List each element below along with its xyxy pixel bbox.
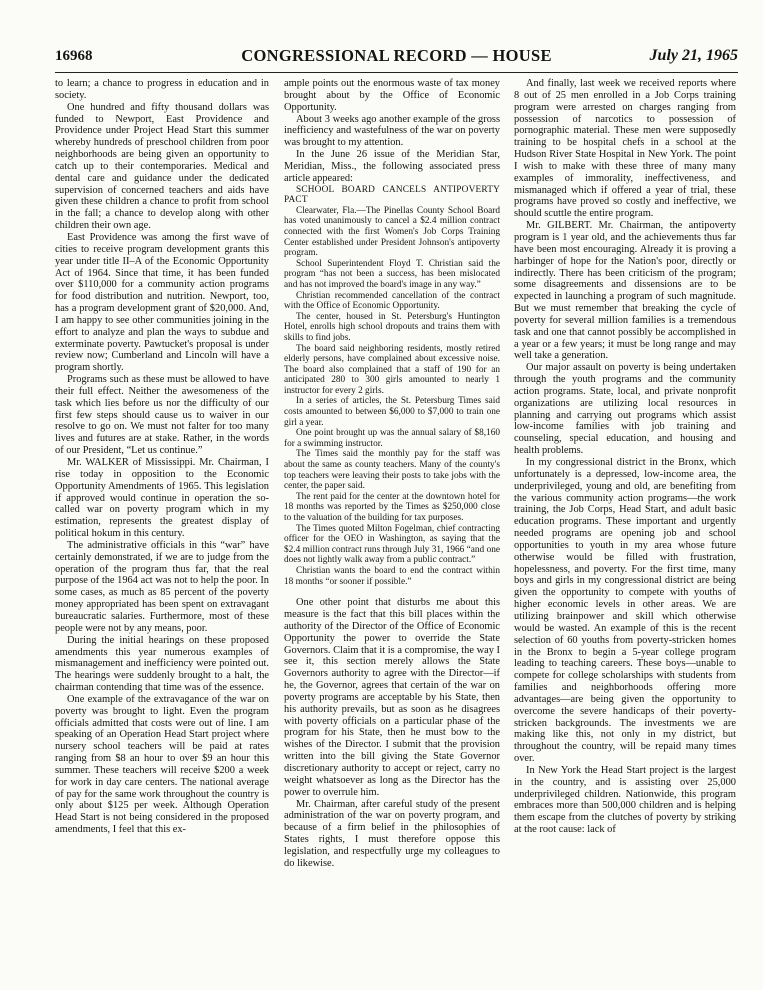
paragraph: Mr. Chairman, after careful study of the present administration of the war on poverty program, and because of a firm belief in the philosophies of States rights, I must therefore oppose this legislation, and respectfully urge my colleagues to do likewise. bbox=[284, 798, 500, 869]
paragraph: One hundred and fifty thousand dollars was funded to Newport, East Providence and Providence under Project Head Start this summer whereby hundreds of preschool children from poor neighborhoods are being given an opportunity to catch up to their contemporaries. Medical and dental care and guidance under the dedicated supervision of concerned teachers and aids have given these children a chance to profit from school in the fall; a chance to develop along with other children their own age. bbox=[55, 101, 269, 232]
paragraph: One example of the extravagance of the war on poverty was brought to light. Even the program officials admitted that costs were out of line. I am speaking of an Operation Head Start project where nursery school teachers will be paid at rates ranging from $8 an hour to over $9 an hour this summer. These teachers will receive $200 a week for work in day care centers. The national average of pay for the same work throughout the country is only about $125 per week. Although Operation Head Start is not being considered in the proposed amendments, I feel that this ex- bbox=[55, 693, 269, 836]
paragraph: In a series of articles, the St. Petersburg Times said costs amounted to between $6,000 to $7,000 to train one girl a year. bbox=[284, 396, 500, 428]
paragraph: The administrative officials in this “war” have certainly demonstrated, if we are to judge from the operation of the program thus far, that the real purpose of the 1964 act was not to help the poor. In some cases, as much as 85 percent of the poverty money appropriated has been spent on extravagant bureaucratic salaries. Furthermore, most of these people were not by any means, poor. bbox=[55, 539, 269, 634]
column-middle bbox=[284, 78, 500, 978]
header-rule bbox=[55, 72, 738, 73]
paragraph: Clearwater, Fla.—The Pinellas County School Board has voted unanimously to cancel a $2.4 million contract connected with the first Women's Job Corps Training Center established under President Johnson's antipoverty program. bbox=[284, 205, 500, 259]
paragraph: School Superintendent Floyd T. Christian said the program “has not been a success, has been mislocated and has not improved the board's image in any way.” bbox=[284, 258, 500, 290]
paragraph: SCHOOL BOARD CANCELS ANTIPOVERTY PACT bbox=[284, 184, 500, 206]
paragraph: The board said neighboring residents, mostly retired elderly persons, have complained about excessive noise. The board also complained that a staff of 190 for an anticipated 280 to 300 girls amounted to nearly 1 instructor for every 2 girls. bbox=[284, 343, 500, 396]
page-number: 16968 bbox=[55, 48, 93, 64]
paragraph: One other point that disturbs me about this measure is the fact that this bill places within the authority of the Director of the Office of Economic Opportunity the power to override the State Governors. Claim that it is a compromise, the way I see it, this section merely allows the State Governors authority to agree with the Director—if he, the Governor, agrees that certain of the war on poverty programs are acceptable by his State, then his authority prevails, but as soon as he disagrees with poverty officials on a particular phase of the program for his State, then he must bow to the wishes of the Director. I submit that the provision written into the bill giving the State Governor discretionary authority to accept or reject, carry no weight whatsoever as long as the Director has the power to overrule him. bbox=[284, 597, 500, 798]
paragraph: Our major assault on poverty is being undertaken through the youth programs and the community action programs. State, local, and private nonprofit organizations are utilizing local resources in planning and carrying out programs which assist low-income families with job training and counseling, special education, and housing and health problems. bbox=[514, 362, 736, 457]
paragraph: During the initial hearings on these proposed amendments this year numerous examples of mismanagement and inefficiency were pointed out. The hearings were suddenly brought to a halt, the chairman contending that time was of the essence. bbox=[55, 634, 269, 694]
paragraph: Christian wants the board to end the contract within 18 months “or sooner if possible.” bbox=[284, 565, 500, 587]
paragraph: The Times quoted Milton Fogelman, chief contracting officer for the OEO in Washington, as saying that the $2.4 million contract runs through July 31, 1966 “and one does not lightly walk away from a public contract.” bbox=[284, 523, 500, 566]
paragraph: The rent paid for the center at the downtown hotel for 18 months was reported by the Times as $250,000 close to the valuation of the building for tax purposes. bbox=[284, 491, 500, 523]
paragraph: Programs such as these must be allowed to have their full effect. Neither the awesomeness of the task which lies before us nor the difficulty of our first few steps should cause us to waiver in our resolve to go on. We must not falter for too many lives and futures are at stake. Rather, in the words of our President, “Let us continue.” bbox=[55, 374, 269, 457]
paragraph: Mr. GILBERT. Mr. Chairman, the antipoverty program is 1 year old, and the achievements thus far have been most encouraging. Already it is proving a harbinger of hope for the Nation's poor, directly or indirectly. There has been criticism of the program; some disagreements and dissensions are to be expected in launching a program of such magnitude. But we must remember that breaking the cycle of poverty for several million families is a tremendous task and one that cannot possibly be accomplished in a year or a few years; it must be long range and may well take a generation. bbox=[514, 220, 736, 362]
paragraph: ample points out the enormous waste of tax money brought about by the Office of Economic Opportunity. bbox=[284, 78, 500, 113]
publication-title: CONGRESSIONAL RECORD — HOUSE bbox=[241, 46, 552, 65]
column-left bbox=[55, 78, 269, 978]
issue-date: July 21, 1965 bbox=[649, 47, 738, 64]
paragraph: In the June 26 issue of the Meridian Star, Meridian, Miss., the following associated press article appeared: bbox=[284, 149, 500, 184]
paragraph: About 3 weeks ago another example of the gross inefficiency and wastefulness of the war on poverty was brought to my attention. bbox=[284, 113, 500, 149]
paragraph: Mr. WALKER of Mississippi. Mr. Chairman, I rise today in opposition to the Economic Opportunity Amendments of 1965. This legislation if approved would continue in operation the so-called war on poverty program which in my estimation, represents the greatest display of political hokum in this century. bbox=[55, 457, 269, 540]
paragraph: One point brought up was the annual salary of $8,160 for a swimming instructor. bbox=[284, 428, 500, 449]
paragraph: East Providence was among the first wave of cities to receive program development grants this year under title II–A of the Economic Opportunity Act of 1964. Since that time, it has been funded over $110,000 for a community action programs for food distribution and nutrition. Newport, too, has a program development grant of $20,000. And, I am happy to see other communities joining in the effort to analyze and plan the ways to subdue and exterminate poverty. Pawtucket's proposal is under review now; Cumberland and Lincoln will have a program shortly. bbox=[55, 231, 269, 374]
paragraph: Christian recommended cancellation of the contract with the Office of Economic Opportunity. bbox=[284, 290, 500, 312]
page-header bbox=[55, 44, 738, 70]
paragraph: The center, housed in St. Petersburg's Huntington Hotel, enrolls high school dropouts and trains them with skills to find jobs. bbox=[284, 311, 500, 343]
paragraph: In my congressional district in the Bronx, which unfortunately is a depressed, low-income area, the underprivileged, young and old, are benefiting from the various community action programs—the work training, the Job Corps, Head Start, and adult basic education programs. These important and urgently needed programs are opening job and school opportunities to youth in my area whose future otherwise would be filled with frustration, hopelessness, and poverty. For the first time, many boys and girls in my congressional district are being given the opportunity to compete with youths of higher economic levels in other areas. We are utilizing brainpower and skill which otherwise would be wasted. An example of this is the recent selection of 60 youths from poverty-stricken homes in the Bronx to begin a 5-year college program leading to teaching careers. These boys—unable to compete for college scholarships with students from families and neighborhoods offering more advantages—are being given the opportunity to overcome the severe handicaps of their poverty-stricken backgrounds. The investments we are making like this, not only in my district, but throughout the country, will be repaid many times over. bbox=[514, 457, 736, 765]
paragraph: to learn; a chance to progress in education and in society. bbox=[55, 78, 269, 101]
paragraph: In New York the Head Start project is the largest in the country, and is assisting over 25,000 underprivileged children. Nationwide, this program embraces more than 500,000 children and is helping them escape from the clutches of poverty by striking at the root cause: lack of bbox=[514, 764, 736, 836]
column-right bbox=[514, 78, 736, 978]
paragraph: The Times said the monthly pay for the staff was about the same as county teachers. Many of the county's top teachers were leaving their posts to take jobs with the center, the paper said. bbox=[284, 449, 500, 492]
paragraph: And finally, last week we received reports where 8 out of 25 men enrolled in a Job Corps training program were arrested on charges ranging from possession of narcotics to possession of pornographic material. These men were supposedly training to be hospital chefs in a school at the Hudson River State Hospital in New York. The point I wish to make with these three of many many examples of immorality, ineffectiveness, and mismanaged which if offered a year of trial, these programs have proved so costly and ineffective, we should scuttle the entire program. bbox=[514, 78, 736, 220]
